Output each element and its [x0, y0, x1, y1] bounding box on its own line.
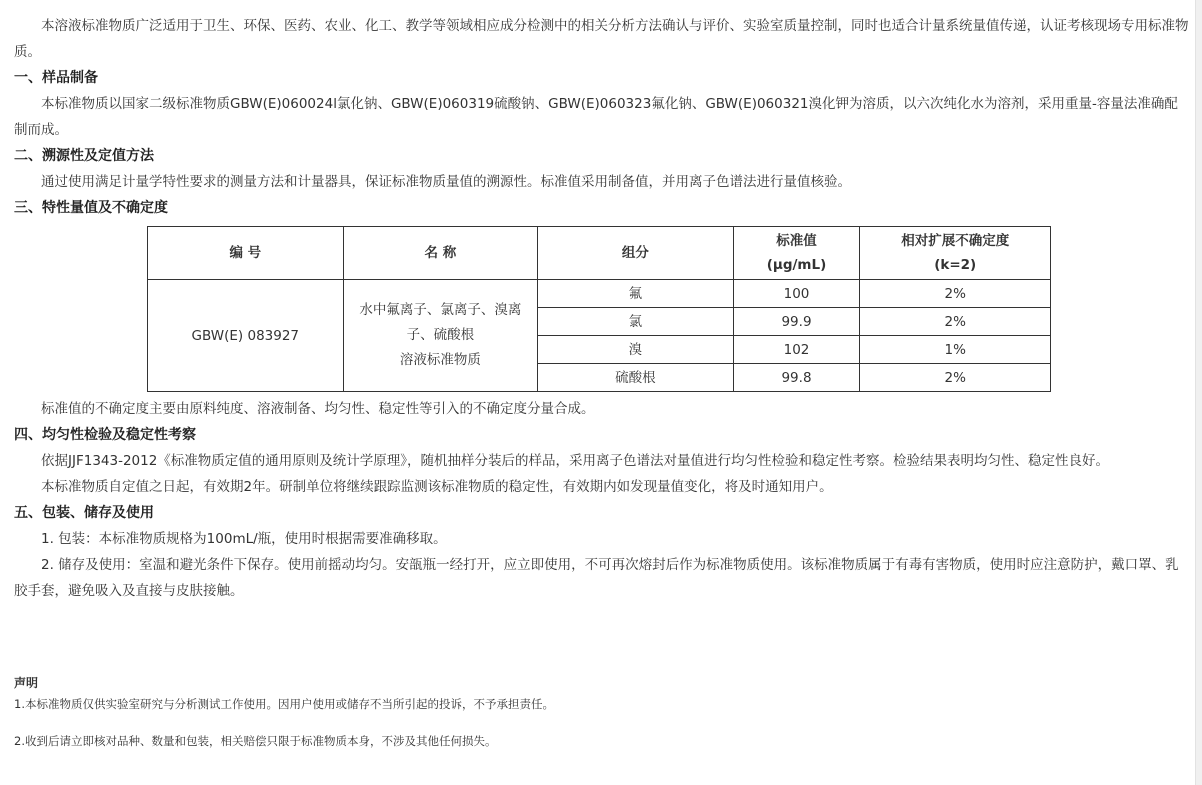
section-heading-values: 三、特性量值及不确定度: [14, 200, 168, 216]
header-uncertainty-line1: 相对扩展不确定度: [901, 233, 1010, 249]
cell-value: 99.9: [733, 308, 860, 336]
section-heading-homogeneity: 四、均匀性检验及稳定性考察: [14, 427, 196, 443]
property-values-table: [147, 226, 1051, 392]
cell-name-line3: 溶液标准物质: [399, 352, 481, 368]
cell-uncertainty: 2%: [860, 280, 1051, 308]
cell-uncertainty: 1%: [860, 336, 1051, 364]
header-standard-value: [733, 227, 860, 280]
header-uncertainty-k: (k=2): [934, 257, 977, 273]
cell-value: 99.8: [733, 364, 860, 392]
cell-name: [343, 280, 538, 392]
header-name: 名 称: [343, 227, 538, 280]
cell-value: 100: [733, 280, 860, 308]
statement-line-1: 1.本标准物质仅供实验室研究与分析测试工作使用。因用户使用或储存不当所引起的投诉，不予承担责任。: [14, 697, 554, 711]
cell-name-line2: 子、硫酸根: [406, 327, 475, 343]
header-standard-value-unit: (μg/mL): [766, 257, 827, 273]
cell-uncertainty: 2%: [860, 308, 1051, 336]
section-heading-traceability: 二、溯源性及定值方法: [14, 148, 154, 164]
section-heading-packaging: 五、包装、储存及使用: [14, 505, 154, 521]
homogeneity-paragraph: 依据JJF1343-2012《标准物质定值的通用原则及统计学原理》，随机抽样分装后的样品，采用离子色谱法对量值进行均匀性检验和稳定性考察。检验结果表明均匀性、稳定性良好。: [41, 453, 1110, 469]
cell-value: 102: [733, 336, 860, 364]
cell-component: 氟: [538, 280, 733, 308]
spacer: [14, 604, 1190, 672]
header-component: 组分: [538, 227, 733, 280]
cell-uncertainty: 2%: [860, 364, 1051, 392]
header-code: 编 号: [148, 227, 344, 280]
cell-component: 溴: [538, 336, 733, 364]
packaging-item: 1. 包装：本标准物质规格为100mL/瓶，使用时根据需要准确移取。: [41, 531, 447, 547]
table-header-row: [148, 227, 1051, 280]
cell-component: 氯: [538, 308, 733, 336]
table-row: [148, 280, 1051, 308]
header-uncertainty: [860, 227, 1051, 280]
cell-code: GBW(E) 083927: [148, 280, 344, 392]
preparation-paragraph: 本标准物质以国家二级标准物质GBW(E)060024l氯化钠、GBW(E)060319硫酸钠、GBW(E)060323氟化钠、GBW(E)060321溴化钾为溶质，以六次纯化水为溶剂，采用重量-容量法准确配制而成。: [14, 96, 1178, 138]
statement-line-2: 2.收到后请立即核对品种、数量和包装，相关赔偿只限于标准物质本身，不涉及其他任何损失。: [14, 734, 497, 748]
traceability-paragraph: 通过使用满足计量学特性要求的测量方法和计量器具，保证标准物质量值的溯源性。标准值采用制备值，并用离子色谱法进行量值核验。: [41, 174, 851, 190]
intro-paragraph: 本溶液标准物质广泛适用于卫生、环保、医药、农业、化工、教学等领域相应成分检测中的相关分析方法确认与评价、实验室质量控制，同时也适合计量系统量值传递，认证考核现场专用标准物质。: [14, 18, 1189, 60]
cell-component: 硫酸根: [538, 364, 733, 392]
uncertainty-note: 标准值的不确定度主要由原料纯度、溶液制备、均匀性、稳定性等引入的不确定度分量合成。: [41, 401, 595, 417]
storage-item: 2. 储存及使用：室温和避光条件下保存。使用前摇动均匀。安瓿瓶一经打开，应立即使用，不可再次熔封后作为标准物质使用。该标准物质属于有毒有害物质，使用时应注意防护，戴口罩、乳胶手套，避免吸入及直接与皮肤接触。: [14, 557, 1179, 599]
section-heading-preparation: 一、样品制备: [14, 70, 98, 86]
statement-title: 声明: [14, 676, 39, 690]
vertical-scrollbar[interactable]: [1195, 0, 1202, 785]
cell-name-line1: 水中氟离子、氯离子、溴离: [359, 302, 522, 318]
header-standard-value-line1: 标准值: [776, 233, 817, 249]
validity-paragraph: 本标准物质自定值之日起，有效期2年。研制单位将继续跟踪监测该标准物质的稳定性，有效期内如发现量值变化，将及时通知用户。: [41, 479, 833, 495]
